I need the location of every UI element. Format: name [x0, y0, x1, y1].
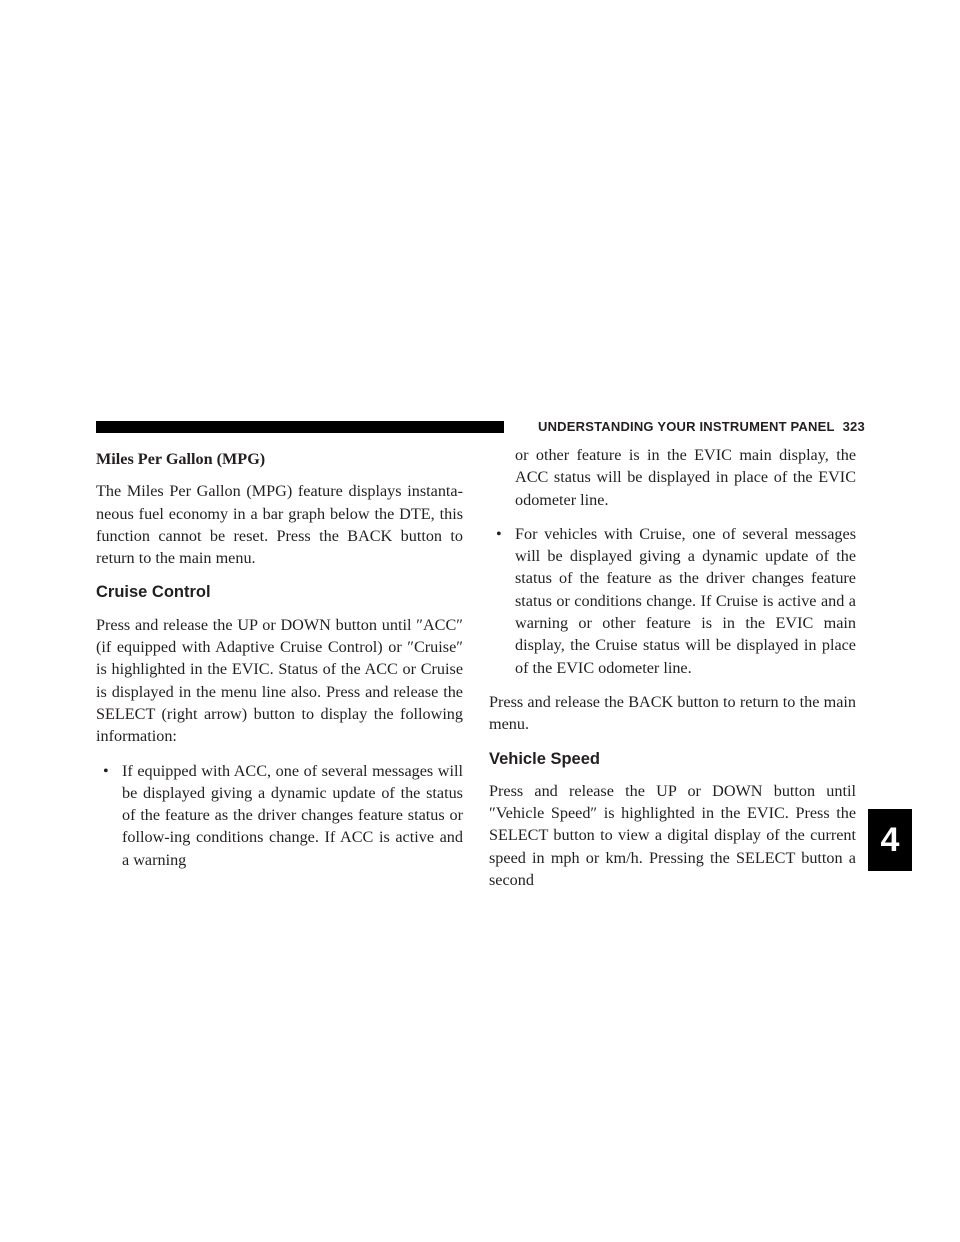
running-head	[538, 419, 865, 434]
cruise-control-heading: Cruise Control	[96, 583, 211, 602]
bullet-acc-continued: or other feature is in the EVIC main display, the ACC status will be displayed in place of the EVIC odometer line.	[515, 446, 856, 509]
header-title: UNDERSTANDING YOUR INSTRUMENT PANEL	[538, 419, 835, 434]
chapter-tab: 4	[868, 809, 912, 871]
bullet-cruise-text: For vehicles with Cruise, one of several messages will be displayed giving a dynamic update of the status of the feature as the driver changes feature status or conditions change. If Cruise is active and a warning or other feature is in the EVIC main display, the Cruise status will be displayed in place of the EVIC odometer line.	[515, 524, 856, 677]
bullet-marker: •	[103, 761, 109, 780]
header-rule	[96, 421, 504, 433]
back-paragraph: Press and release the BACK button to return to the main menu.	[489, 692, 856, 734]
mpg-paragraph: The Miles Per Gallon (MPG) feature displays instanta-neous fuel economy in a bar graph below the DTE, this function cannot be reset. Press the BACK button to return to the main menu.	[96, 482, 463, 568]
mpg-heading: Miles Per Gallon (MPG)	[96, 450, 266, 468]
page-number: 323	[842, 419, 865, 434]
bullet-cruise	[489, 523, 856, 679]
left-column	[96, 448, 463, 883]
bullet-acc-text: If equipped with ACC, one of several messages will be displayed giving a dynamic update of the status of the feature as the driver changes feature status or follow-ing conditions change. If ACC is active and a warning	[122, 761, 463, 869]
vehicle-speed-heading: Vehicle Speed	[489, 749, 600, 768]
bullet-marker: •	[496, 524, 502, 543]
vehicle-speed-paragraph: Press and release the UP or DOWN button until ″Vehicle Speed″ is highlighted in the EVIC. Press the SELECT button to view a digital display of the current speed in mph or km/h. Pressing the SELECT button a second	[489, 781, 856, 890]
cruise-control-paragraph: Press and release the UP or DOWN button until ″ACC″ (if equipped with Adaptive Cruise Control) or ″Cruise″ is highlighted in the EVIC. Status of the ACC or Cruise is displayed in the menu line also. Press and release the SELECT (right arrow) button to display the following information:	[96, 615, 463, 746]
bullet-acc	[96, 760, 463, 871]
right-column	[489, 444, 856, 903]
